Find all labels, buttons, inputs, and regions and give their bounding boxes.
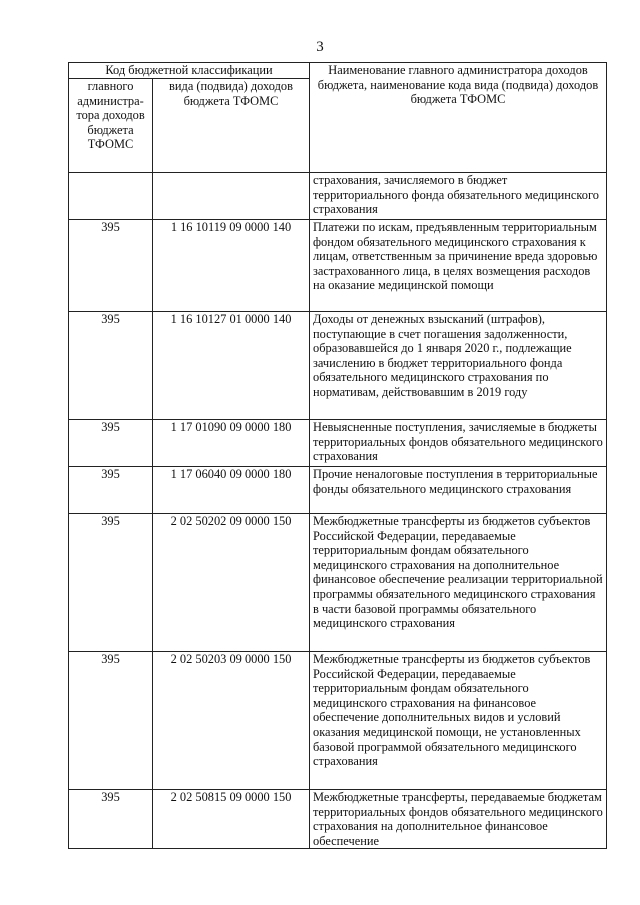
table-row (69, 790, 607, 849)
table-row (69, 652, 607, 790)
admin-code-cell: 395 (69, 312, 153, 420)
admin-code-cell: 395 (69, 652, 153, 790)
table-row (69, 514, 607, 652)
income-name-cell: Доходы от денежных взысканий (штрафов), поступающие в счет погашения задолженности, образовавшейся до 1 января 2020 г., подлежащие зачислению в бюджет территориального фонда обязательного медицинского страхования по нормативам, действовавшим в 2019 году (310, 312, 607, 420)
income-code-cell: 1 16 10119 09 0000 140 (153, 220, 310, 312)
income-code-cell: 2 02 50815 09 0000 150 (153, 790, 310, 849)
table-header (69, 63, 607, 173)
admin-code-cell: 395 (69, 420, 153, 467)
income-name-cell: Межбюджетные трансферты из бюджетов субъектов Российской Федерации, передаваемые территориальным фондам обязательного медицинского страхования на финансовое обеспечение дополнительных видов и условий оказания медицинской помощи, не установленных базовой программой обязательного медицинского страхования (310, 652, 607, 790)
name-column-header: Наименование главного администратора доходов бюджета, наименование кода вида (подвида) доходов бюджета ТФОМС (310, 63, 607, 173)
admin-code-cell: 395 (69, 790, 153, 849)
table-body (69, 173, 607, 849)
income-code-cell (153, 173, 310, 220)
income-name-cell: Прочие неналоговые поступления в территориальные фонды обязательного медицинского страхования (310, 467, 607, 514)
admin-code-cell: 395 (69, 220, 153, 312)
code-column-header: вида (подвида) доходов бюджета ТФОМС (153, 79, 310, 173)
income-name-cell: Межбюджетные трансферты, передаваемые бюджетам территориальных фондов обязательного медицинского страхования на дополнительное финансовое обеспечение (310, 790, 607, 849)
income-code-cell: 1 16 10127 01 0000 140 (153, 312, 310, 420)
budget-classification-table (68, 62, 607, 849)
income-name-cell: Платежи по искам, предъявленным территориальным фондом обязательного медицинского страхования к лицам, ответственным за причинение вреда здоровью застрахованного лица, в целях возмещения расходов на оказание медицинской помощи (310, 220, 607, 312)
income-code-cell: 2 02 50203 09 0000 150 (153, 652, 310, 790)
income-code-cell: 1 17 01090 09 0000 180 (153, 420, 310, 467)
budget-code-group-header: Код бюджетной классификации (69, 63, 310, 79)
table-row (69, 173, 607, 220)
income-code-cell: 1 17 06040 09 0000 180 (153, 467, 310, 514)
income-code-cell: 2 02 50202 09 0000 150 (153, 514, 310, 652)
table-row (69, 312, 607, 420)
table-row (69, 420, 607, 467)
income-name-cell: Невыясненные поступления, зачисляемые в бюджеты территориальных фондов обязательного медицинского страхования (310, 420, 607, 467)
table-row (69, 220, 607, 312)
page-number: 3 (316, 39, 324, 55)
table-row (69, 467, 607, 514)
admin-code-cell (69, 173, 153, 220)
income-name-cell: Межбюджетные трансферты из бюджетов субъектов Российской Федерации, передаваемые территориальным фондам обязательного медицинского страхования на дополнительное финансовое обеспечение реализации территориальной программы обязательного медицинского страхования в части базовой программы обязательного медицинского страхования (310, 514, 607, 652)
admin-column-header: главного администра-тора доходов бюджета ТФОМС (69, 79, 153, 173)
admin-code-cell: 395 (69, 514, 153, 652)
income-name-cell: страхования, зачисляемого в бюджет территориального фонда обязательного медицинского страхования (310, 173, 607, 220)
admin-code-cell: 395 (69, 467, 153, 514)
